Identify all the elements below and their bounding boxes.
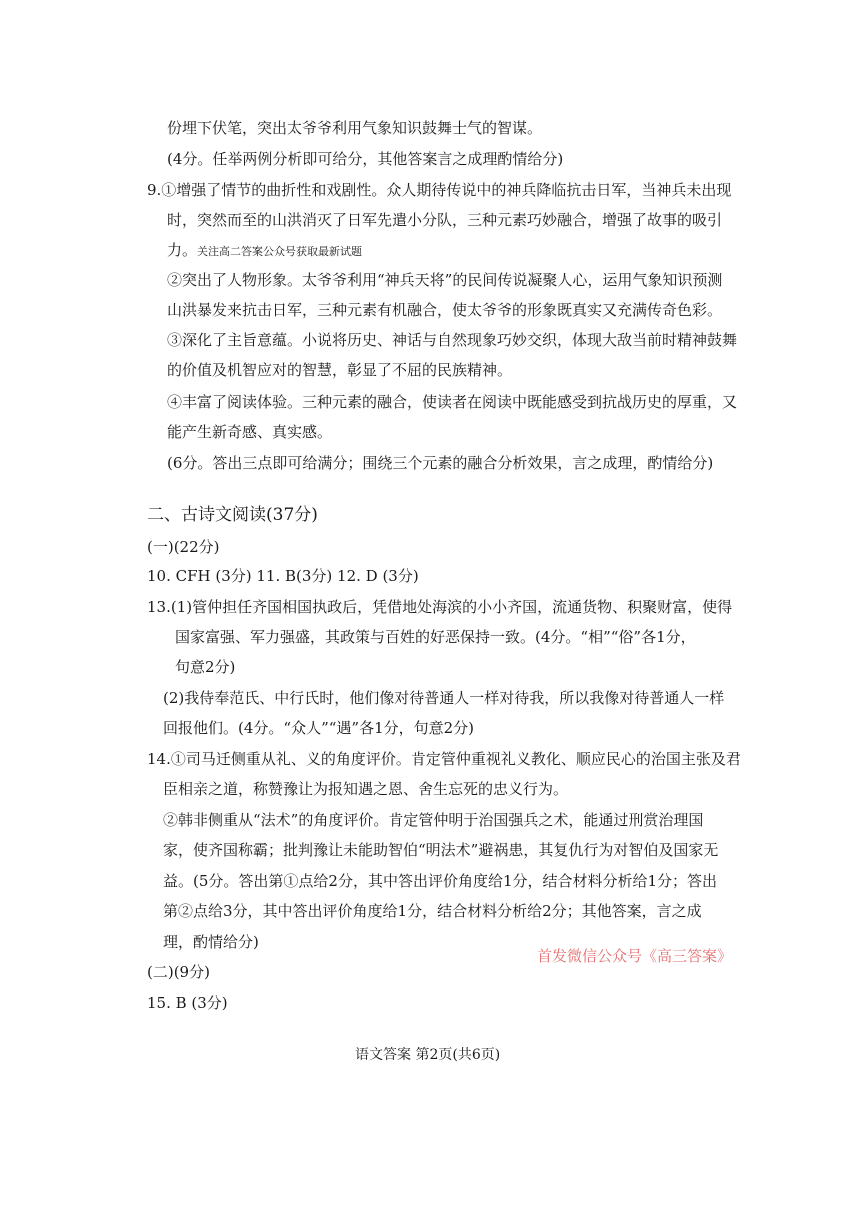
text-line: (二)(9分) (147, 963, 210, 981)
text-line: ②突出了人物形象。太爷爷利用“神兵天将”的民间传说凝聚人心，运用气象知识预测 (167, 271, 723, 289)
text-line (167, 240, 362, 262)
text-fragment: 力。 (167, 241, 198, 259)
page-footer: 语文答案 第2页(共6页) (355, 1047, 501, 1063)
section-heading: 二、古诗文阅读(37分) (147, 505, 318, 525)
text-line: 国家富强、军力强盛，其政策与百姓的好恶保持一致。(4分。“相”“俗”各1分， (175, 628, 696, 646)
text-line: 时，突然而至的山洪消灭了日军先遣小分队，三种元素巧妙融合，增强了故事的吸引 (167, 211, 723, 229)
inline-note: 关注高二答案公众号获取最新试题 (197, 245, 363, 258)
text-line: 回报他们。(4分。“众人”“遇”各1分，句意2分) (163, 719, 475, 737)
text-line: ③深化了主旨意蕴。小说将历史、神话与自然现象巧妙交织，体现大敌当前时精神鼓舞 (167, 331, 738, 349)
text-line: 的价值及机智应对的智慧，彰显了不屈的民族精神。 (167, 361, 513, 379)
answer-line: 10. CFH (3分) 11. B(3分) 12. D (3分) (147, 567, 419, 585)
text-line: 家，使齐国称霸；批判豫让未能助智伯“明法术”避祸患，其复仇行为对智伯及国家无 (163, 841, 719, 859)
answer-line: 15. B (3分) (147, 994, 228, 1012)
text-line: ④丰富了阅读体验。三种元素的融合，使读者在阅读中既能感受到抗战历史的厚重，又 (167, 393, 738, 411)
text-line: 能产生新奇感、真实感。 (167, 423, 333, 441)
text-line: 理，酌情给分) (163, 933, 259, 951)
text-line: ②韩非侧重从“法术”的角度评价。肯定管仲明于治国强兵之术，能通过刑赏治理国 (163, 811, 704, 829)
watermark-text: 首发微信公众号《高三答案》 (537, 947, 733, 965)
text-line: 山洪暴发来抗击日军，三种元素有机融合，使太爷爷的形象既真实又充满传奇色彩。 (167, 301, 723, 319)
text-line: (6分。答出三点即可给满分；围绕三个元素的融合分析效果，言之成理，酌情给分) (167, 454, 714, 472)
text-line: 句意2分) (175, 658, 236, 676)
text-line: 13.(1)管仲担任齐国相国执政后，凭借地处海滨的小小齐国，流通货物、积聚财富，使得 (147, 598, 733, 616)
text-line: 益。(5分。答出第①点给2分，其中答出评价角度给1分，结合材料分析给1分；答出 (163, 872, 718, 890)
text-line: 第②点给3分，其中答出评价角度给1分，结合材料分析给2分；其他答案，言之成 (163, 902, 702, 920)
text-line: (4分。任举两例分析即可给分，其他答案言之成理酌情给分) (167, 150, 564, 168)
text-line: 14.①司马迁侧重从礼、义的角度评价。肯定管仲重视礼义教化、顺应民心的治国主张及君 (147, 750, 741, 768)
text-line: 9.①增强了情节的曲折性和戏剧性。众人期待传说中的神兵降临抗击日军，当神兵未出现 (147, 181, 732, 199)
text-line: 份埋下伏笔，突出太爷爷利用气象知识鼓舞士气的智谋。 (167, 119, 543, 137)
text-line: (一)(22分) (147, 538, 220, 556)
text-line: (2)我侍奉范氏、中行氏时，他们像对待普通人一样对待我，所以我像对待普通人一样 (163, 689, 725, 707)
text-line: 臣相亲之道，称赞豫让为报知遇之恩、舍生忘死的忠义行为。 (163, 780, 569, 798)
